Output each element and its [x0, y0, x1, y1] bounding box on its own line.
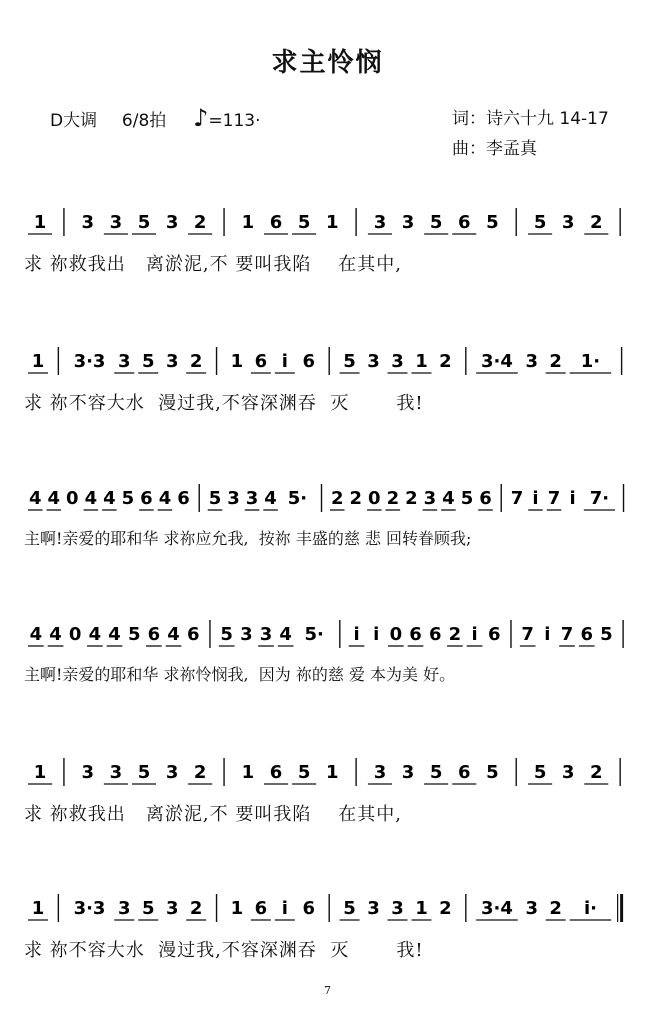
note: 3 [561, 762, 575, 783]
notation-marks-2 [24, 343, 636, 383]
note: 3 [165, 898, 179, 919]
note: 1 [33, 212, 47, 233]
note: 3 [525, 898, 538, 919]
note: 5 [141, 898, 155, 919]
note: i [532, 488, 539, 509]
note: 3 [245, 488, 259, 509]
note: 5 [533, 212, 547, 233]
note: 4 [167, 624, 180, 645]
note: 7 [560, 624, 574, 645]
note: 1· [580, 351, 601, 372]
note: 3 [227, 488, 240, 509]
note: 4 [442, 488, 455, 509]
note: 2 [386, 488, 400, 509]
notation-line-4 [24, 616, 636, 656]
note: i [373, 624, 380, 645]
note: 6 [254, 351, 268, 372]
note: 4 [49, 624, 62, 645]
note: 5 [486, 212, 499, 233]
note: 5 [460, 488, 474, 509]
notation-marks-1 [24, 204, 636, 244]
note: 6 [479, 488, 492, 509]
time-signature: 6/8拍 [121, 111, 167, 131]
note: 6 [409, 624, 422, 645]
note: 2 [405, 488, 418, 509]
note: 5 [208, 488, 222, 509]
note: 1 [415, 351, 428, 372]
note: 1 [230, 898, 244, 919]
note: 1 [325, 762, 339, 783]
note: 2 [549, 351, 562, 372]
note: 5 [127, 624, 141, 645]
note: 3 [423, 488, 437, 509]
song-title: 求主怜悯 [271, 48, 384, 78]
note: 3 [373, 762, 387, 783]
note: 3 [81, 212, 95, 233]
lyricist-credit: 词：诗六十九 14-17 [452, 109, 609, 129]
note: 5· [304, 624, 324, 645]
note: 5 [343, 898, 356, 919]
note: 6 [177, 488, 190, 509]
note: 3 [109, 762, 123, 783]
note: 5 [486, 762, 499, 783]
note: 4 [103, 488, 116, 509]
note: 3 [81, 762, 95, 783]
note: 3 [367, 351, 380, 372]
note: 2 [189, 898, 203, 919]
note: 7 [521, 624, 534, 645]
note: 2 [590, 212, 603, 233]
note: 5 [297, 762, 311, 783]
note: i [281, 351, 288, 372]
note: 5 [141, 351, 155, 372]
note: 6 [457, 212, 471, 233]
note: 4 [28, 488, 42, 509]
note: 6 [140, 488, 153, 509]
note: i [471, 624, 478, 645]
note: 1 [241, 212, 255, 233]
note: 1 [31, 898, 45, 919]
note: 3 [391, 351, 404, 372]
key-signature: D大调 [50, 111, 98, 131]
note: 0 [68, 624, 82, 645]
page-number: 7 [324, 984, 331, 997]
note: 3·3 [73, 898, 106, 919]
note: 6 [580, 624, 593, 645]
note: 7· [589, 488, 610, 509]
lyrics-line-1: 求 祢救我出 离淤泥,不 要叫我陷 在其中, [24, 254, 402, 275]
note: 0 [389, 624, 403, 645]
notation-line-1 [24, 204, 636, 244]
note: 5 [220, 624, 233, 645]
composer-credit: 曲：李孟真 [452, 139, 537, 159]
note: 1 [325, 212, 339, 233]
note: 3 [391, 898, 404, 919]
note: 5 [343, 351, 356, 372]
note: 5 [429, 212, 443, 233]
note: 4 [108, 624, 121, 645]
note: 2 [448, 624, 462, 645]
note: i· [583, 898, 597, 919]
note: 4 [264, 488, 277, 509]
note: 5 [600, 624, 613, 645]
note: 3 [165, 762, 179, 783]
note: 4 [279, 624, 292, 645]
note: 1 [415, 898, 428, 919]
note: 3 [373, 212, 387, 233]
note: 5 [121, 488, 135, 509]
note: 4 [47, 488, 61, 509]
note: 7 [510, 488, 524, 509]
note: 3 [118, 898, 131, 919]
tempo-value: =113· [208, 111, 261, 131]
note: 2 [549, 898, 562, 919]
note: 5 [137, 212, 151, 233]
note: 3 [259, 624, 273, 645]
note: i [353, 624, 360, 645]
note: 0 [368, 488, 381, 509]
note: 5 [297, 212, 311, 233]
lyrics-line-5: 求 祢救我出 离淤泥,不 要叫我陷 在其中, [24, 804, 402, 825]
notation-marks-6 [24, 890, 636, 930]
note: 2 [330, 488, 344, 509]
note: 5 [429, 762, 443, 783]
note: 3·4 [481, 351, 513, 372]
note: 4 [29, 624, 43, 645]
song-info [50, 104, 261, 132]
note: 2 [189, 351, 203, 372]
notation-line-6 [24, 890, 636, 930]
note: 3·4 [481, 898, 513, 919]
notation-line-5 [24, 754, 636, 794]
note: 3 [165, 212, 179, 233]
note: 7 [547, 488, 561, 509]
note: 3 [401, 762, 415, 783]
note: 4 [158, 488, 172, 509]
note: 3 [561, 212, 575, 233]
note: 6 [428, 624, 442, 645]
lyrics-line-3: 主啊!亲爱的耶和华 求祢应允我, 按祢 丰盛的慈 悲 回转眷顾我; [24, 529, 472, 548]
notation-line-3 [24, 480, 636, 520]
note: 0 [66, 488, 79, 509]
note: 2 [193, 762, 207, 783]
note: i [544, 624, 551, 645]
note: 3 [165, 351, 179, 372]
note: 4 [84, 488, 98, 509]
note: 6 [487, 624, 501, 645]
note: 6 [186, 624, 200, 645]
note: 6 [457, 762, 471, 783]
note: 2 [590, 762, 603, 783]
lyrics-line-2: 求 祢不容大水 漫过我,不容深渊吞 灭 我! [24, 393, 424, 414]
note: 3 [240, 624, 253, 645]
note: 6 [302, 898, 316, 919]
note: 1 [31, 351, 45, 372]
note: 6 [302, 351, 316, 372]
note: 3 [401, 212, 415, 233]
notation-line-2 [24, 343, 636, 383]
note: 2 [349, 488, 363, 509]
note: 1 [230, 351, 244, 372]
note: 6 [269, 212, 283, 233]
eighth-note-icon: ♪ [193, 104, 209, 132]
note: 3 [367, 898, 380, 919]
note: 2 [439, 898, 452, 919]
note: 5 [137, 762, 151, 783]
note: 1 [241, 762, 255, 783]
note: 2 [439, 351, 452, 372]
note: 6 [269, 762, 283, 783]
notation-marks-5 [24, 754, 636, 794]
note: 3 [118, 351, 131, 372]
note: 6 [147, 624, 161, 645]
note: i [569, 488, 576, 509]
note: 1 [33, 762, 47, 783]
note: 4 [88, 624, 102, 645]
lyrics-line-4: 主啊!亲爱的耶和华 求祢怜悯我, 因为 祢的慈 爱 本为美 好。 [24, 665, 456, 684]
note: 3·3 [73, 351, 106, 372]
lyrics-line-6: 求 祢不容大水 漫过我,不容深渊吞 灭 我! [24, 940, 424, 961]
note: 3 [525, 351, 538, 372]
note: 5· [287, 488, 308, 509]
note: i [281, 898, 288, 919]
note: 3 [109, 212, 123, 233]
note: 2 [193, 212, 207, 233]
notation-marks-3 [24, 480, 636, 520]
notation-marks-4 [24, 616, 636, 656]
note: 6 [254, 898, 268, 919]
note: 5 [533, 762, 547, 783]
